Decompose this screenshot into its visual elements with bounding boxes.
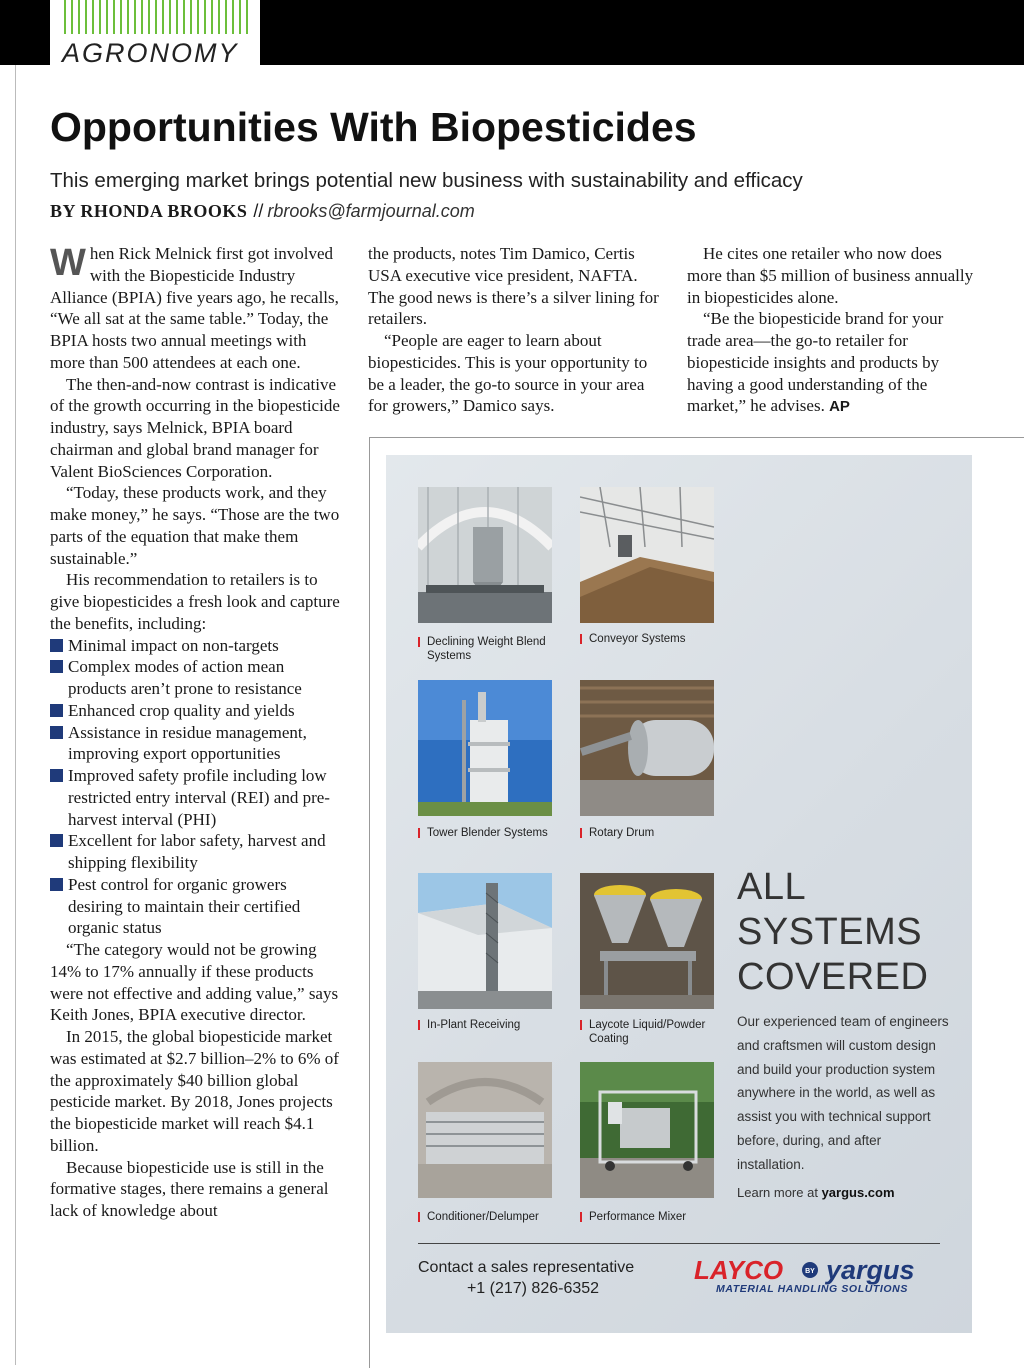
ad-body-text: Our experienced team of engineers and craftsmen will custom design and build your production system anywhere in the world, as well as assist you with technical support before, during, and after installation. [737,1014,949,1172]
section-tab-stripes [64,0,252,34]
bullet-square-icon [50,878,63,891]
caption-marker-icon [418,828,420,838]
list-item-text: Improved safety profile including low restricted entry interval (REI) and pre-harvest interval (PHI) [68,766,330,829]
declining-weight-blend-photo [418,487,552,623]
article-subtitle: This emerging market brings potential new business with sustainability and efficacy [50,169,803,192]
list-item [50,765,340,830]
bullet-square-icon [50,660,63,673]
caption-text: Rotary Drum [589,827,655,839]
product-caption [580,1019,729,1046]
ad-headline-line: ALL [737,866,807,908]
paragraph [687,308,979,418]
learn-more-label: Learn more at [737,1185,818,1200]
performance-mixer-photo [580,1062,714,1198]
caption-marker-icon [418,1212,420,1222]
list-item [50,874,340,939]
list-item-text: Complex modes of action mean products aren’t prone to resistance [68,657,302,698]
list-item [50,722,340,766]
paragraph: “Today, these products work, and they make money,” he says. “Those are the two parts of the equation that make them sustainable.” [50,483,340,568]
caption-text: Conditioner/Delumper [427,1211,539,1223]
paragraph: In 2015, the global biopesticide market was estimated at $2.7 billion–2% to 6% of the approximately $40 billion global pesticide market. By 2018, Jones projects the biopesticide market will reach $4.1 billion. [50,1027,339,1155]
list-item-text: Assistance in residue management, improving export opportunities [68,722,307,764]
advertisement[interactable] [386,455,972,1333]
ad-headline-line: SYSTEMS [737,911,923,953]
caption-text: Declining Weight Blend Systems [427,636,546,662]
article-column-1 [50,243,340,1222]
list-item [50,635,340,657]
conditioner-delumper-photo [418,1062,552,1198]
conveyor-systems-photo [580,487,714,623]
paragraph: “The category would not be growing 14% to 17% annually if these products were not effective and adding value,” says Keith Jones, BPIA executive director. [50,940,339,1025]
list-item-text: Pest control for organic growers desiring to maintain their certified organic status [68,874,301,938]
paragraph: “People are eager to learn about biopesticides. This is your opportunity to be a leader, the go-to source in your area for growers,” Damico says. [368,331,648,416]
bullet-square-icon [50,834,63,847]
drop-cap: W [50,242,86,284]
section-label: AGRONOMY [62,38,239,68]
ad-url-link[interactable]: yargus.com [821,1185,895,1200]
list-item [50,656,340,700]
caption-marker-icon [580,634,582,644]
ad-learn-more [737,1185,895,1200]
caption-marker-icon [580,1020,582,1030]
caption-marker-icon [580,828,582,838]
benefits-list [50,635,340,940]
section-tab [50,0,260,68]
caption-text: Conveyor Systems [589,633,686,645]
bullet-square-icon [50,704,63,717]
byline-email[interactable]: rbrooks@farmjournal.com [267,201,475,221]
product-caption [418,1019,562,1033]
laycote-coating-photo [580,873,714,1009]
in-plant-receiving-photo [418,873,552,1009]
tower-blender-photo [418,680,552,816]
paragraph: He cites one retailer who now does more than $5 million of business annually in biopesticides alone. [687,244,974,307]
paragraph: Because biopesticide use is still in the formative stages, there remains a general lack of knowledge about [50,1157,329,1220]
page-margin-rule [15,65,16,1365]
caption-text: Performance Mixer [589,1211,687,1223]
product-caption [418,1211,567,1225]
caption-text: Tower Blender Systems [427,827,548,839]
list-item [50,830,340,874]
product-caption [418,827,567,841]
list-item [50,700,340,722]
article-title: Opportunities With Biopesticides [50,104,697,150]
product-caption [418,636,562,663]
paragraph-text: “Be the biopesticide brand for your trade area—the go-to retailer for biopesticide insights and products by having a good understanding of the market,” he advises. [687,309,944,416]
logo-brand-layco: LAYCO [694,1255,784,1285]
logo-tagline: MATERIAL HANDLING SOLUTIONS [716,1283,908,1295]
paragraph: His recommendation to retailers is to give biopesticides a fresh look and capture the benefits, including: [50,570,340,633]
caption-marker-icon [580,1212,582,1222]
product-caption [580,827,724,841]
list-item-text: Excellent for labor safety, harvest and shipping flexibility [68,831,326,872]
product-caption [580,633,724,647]
bullet-square-icon [50,726,63,739]
article-column-2 [368,243,660,417]
logo-by-text: BY [805,1268,815,1275]
caption-text: In-Plant Receiving [427,1019,521,1031]
rotary-drum-photo [580,680,714,816]
byline-separator: // [253,201,264,221]
product-caption [580,1211,729,1225]
ad-contact [418,1257,648,1299]
paragraph: the products, notes Tim Damico, Certis USA executive vice president, NAFTA. The good news is there’s a silver lining for retailers. [368,244,659,329]
byline [50,201,475,222]
caption-marker-icon [418,637,420,647]
contact-label: Contact a sales representative [418,1259,635,1276]
logo-brand-yargus: yargus [826,1255,915,1285]
contact-phone[interactable]: +1 (217) 826-6352 [466,1280,600,1297]
caption-text: Laycote Liquid/Powder Coating [589,1019,706,1045]
ad-divider [418,1243,940,1244]
ad-headline-line: COVERED [737,956,929,998]
list-item-text: Minimal impact on non-targets [68,635,279,655]
paragraph [50,243,340,374]
bullet-square-icon [50,769,63,782]
article-column-3 [687,243,979,418]
caption-marker-icon [418,1020,420,1030]
end-mark: AP [829,398,850,416]
ad-headline [737,865,928,1000]
bullet-square-icon [50,639,63,652]
paragraph: The then-and-now contrast is indicative of the growth occurring in the biopesticide industry, says Melnick, BPIA board chairman and global brand manager for Valent BioSciences Corporation. [50,374,340,481]
paragraph-text: hen Rick Melnick first got involved with the Biopesticide Industry Alliance (BPIA) five years ago, he recalls, “We all sat at the same table.” Today, the BPIA hosts two annual meetings with more than 500 attendees at each one. [50,244,339,372]
byline-author: BY RHONDA BROOKS [50,201,248,221]
list-item-text: Enhanced crop quality and yields [68,700,295,720]
